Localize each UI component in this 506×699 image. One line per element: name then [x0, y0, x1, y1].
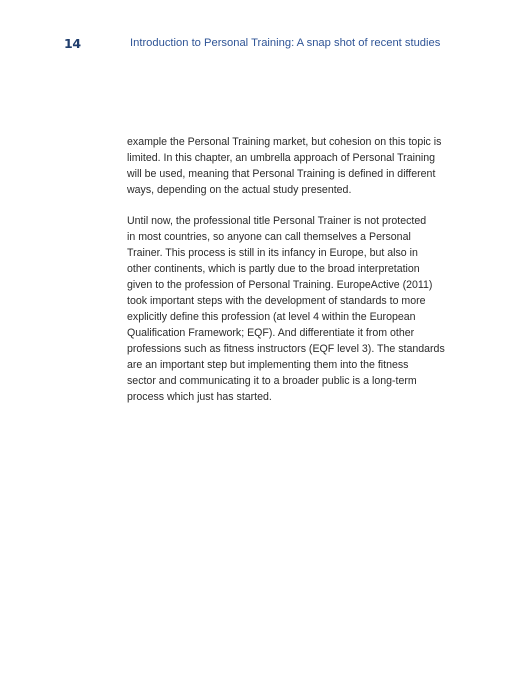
paragraph-2: [127, 213, 445, 405]
text-line: limited. In this chapter, an umbrella approach of Personal Training: [127, 152, 435, 164]
text-line: Until now, the professional title Personal Trainer is not protected: [127, 215, 427, 227]
text-line: sector and communicating it to a broader public is a long-term: [127, 375, 417, 387]
text-line: are an important step but implementing them into the fitness: [127, 359, 409, 371]
text-line: explicitly define this profession (at level 4 within the European: [127, 311, 416, 323]
text-line: Qualification Framework; EQF). And differentiate it from other: [127, 327, 415, 339]
paragraph-1: [127, 134, 445, 198]
text-line: example the Personal Training market, but cohesion on this topic is: [127, 136, 442, 148]
text-line: ways, depending on the actual study presented.: [127, 184, 352, 196]
text-line: given to the profession of Personal Training. EuropeActive (2011): [127, 279, 433, 291]
body-text: [127, 134, 445, 420]
text-line: Trainer. This process is still in its infancy in Europe, but also in: [127, 247, 418, 259]
page-header: [64, 36, 466, 56]
page-number: 14: [64, 36, 81, 51]
text-line: process which just has started.: [127, 391, 272, 403]
text-line: in most countries, so anyone can call themselves a Personal: [127, 231, 411, 243]
text-line: professions such as fitness instructors (EQF level 3). The standards: [127, 343, 445, 355]
text-line: will be used, meaning that Personal Training is defined in different: [127, 168, 436, 180]
text-line: other continents, which is partly due to the broad interpretation: [127, 263, 420, 275]
running-title: Introduction to Personal Training: A snap shot of recent studies: [130, 37, 441, 49]
text-line: took important steps with the development of standards to more: [127, 295, 426, 307]
